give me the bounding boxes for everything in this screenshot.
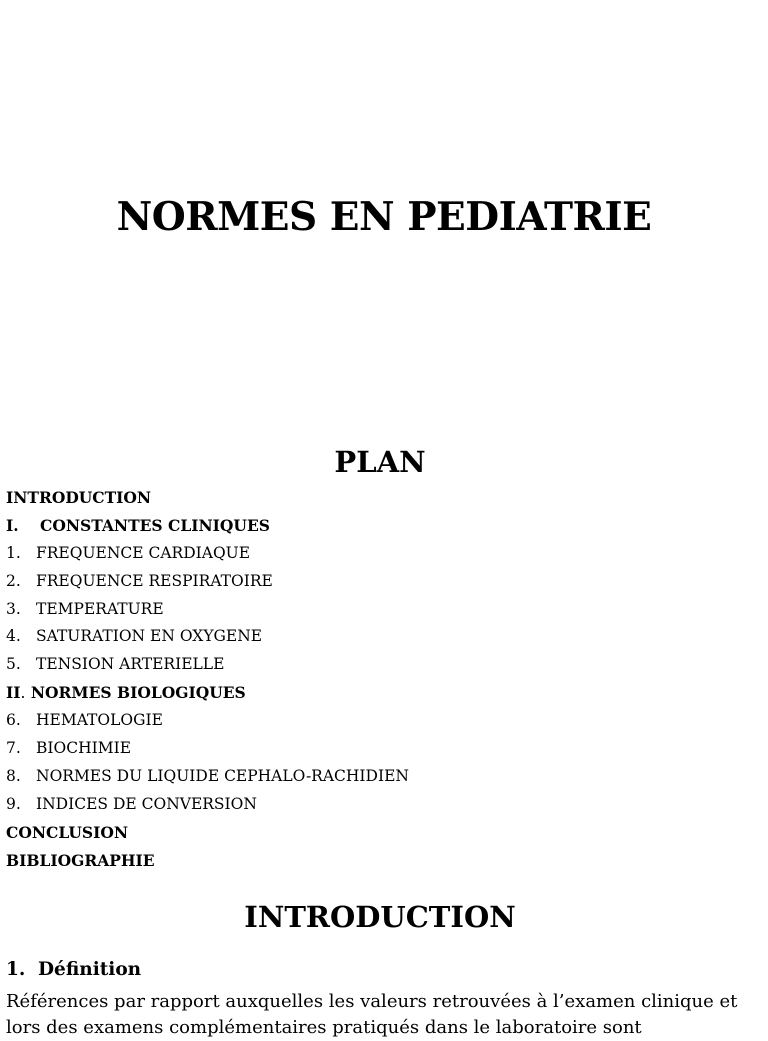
plan-item-label: INDICES DE CONVERSION [36, 794, 257, 813]
plan-item-conclusion [6, 819, 409, 847]
plan-item-number: 9. [6, 794, 21, 813]
plan-item-biochimie [6, 735, 409, 763]
plan-item-tension-arterielle [6, 651, 409, 679]
plan-item-label: NORMES DU LIQUIDE CEPHALO-RACHIDIEN [36, 766, 409, 785]
plan-item-bibliographie [6, 847, 409, 875]
plan-list [6, 484, 409, 874]
plan-item-constantes-cliniques [6, 512, 409, 540]
document-title: NORMES EN PEDIATRIE [116, 194, 652, 240]
plan-item-indices-de-conversion [6, 791, 409, 819]
plan-item-label: TENSION ARTERIELLE [36, 655, 225, 674]
plan-item-label: HEMATOLOGIE [36, 711, 163, 730]
plan-item-frequence-cardiaque [6, 540, 409, 568]
plan-item-number: 6. [6, 711, 21, 730]
definition-text-line: lors des examens complémentaires pratiqués dans le laboratoire sont [6, 1017, 642, 1038]
plan-item-label: SATURATION EN OXYGENE [36, 627, 263, 646]
plan-item-normes-du-lcr [6, 763, 409, 791]
plan-item-number: 5. [6, 655, 21, 674]
plan-item-label: FREQUENCE RESPIRATOIRE [36, 571, 273, 590]
plan-item-label: FREQUENCE CARDIAQUE [36, 543, 251, 562]
plan-item-saturation-en-oxygene [6, 623, 409, 651]
plan-item-label: CONSTANTES CLINIQUES [40, 515, 270, 535]
plan-item-number: I. [6, 515, 19, 535]
plan-item-number: 8. [6, 766, 21, 785]
plan-item-label: INTRODUCTION [6, 488, 152, 507]
plan-item-hematologie [6, 707, 409, 735]
introduction-heading: INTRODUCTION [244, 900, 516, 934]
definition-number: 1. [6, 959, 26, 980]
plan-item-number: 3. [6, 599, 21, 618]
plan-item-label: NORMES BIOLOGIQUES [30, 683, 246, 703]
plan-item-number-dot: . [20, 684, 26, 703]
plan-item-number: 2. [6, 571, 21, 590]
definition-paragraph [6, 989, 768, 1041]
plan-item-label: BIOCHIMIE [36, 739, 132, 758]
plan-item-number: 4. [6, 627, 21, 646]
plan-item-label: TEMPERATURE [36, 599, 164, 618]
plan-item-label: CONCLUSION [6, 822, 129, 842]
plan-item-normes-biologiques [6, 679, 409, 707]
plan-item-number: 7. [6, 739, 21, 758]
plan-item-number: II [6, 683, 21, 703]
plan-item-introduction [6, 484, 409, 512]
definition-title: Définition [38, 959, 142, 980]
plan-item-number: 1. [6, 543, 21, 562]
plan-item-temperature [6, 596, 409, 624]
plan-heading: PLAN [334, 445, 426, 479]
definition-text-line: Références par rapport auxquelles les valeurs retrouvées à l’examen clinique et [6, 991, 738, 1012]
plan-item-label: BIBLIOGRAPHIE [6, 850, 155, 870]
definition-heading [6, 957, 141, 983]
plan-item-frequence-respiratoire [6, 568, 409, 596]
